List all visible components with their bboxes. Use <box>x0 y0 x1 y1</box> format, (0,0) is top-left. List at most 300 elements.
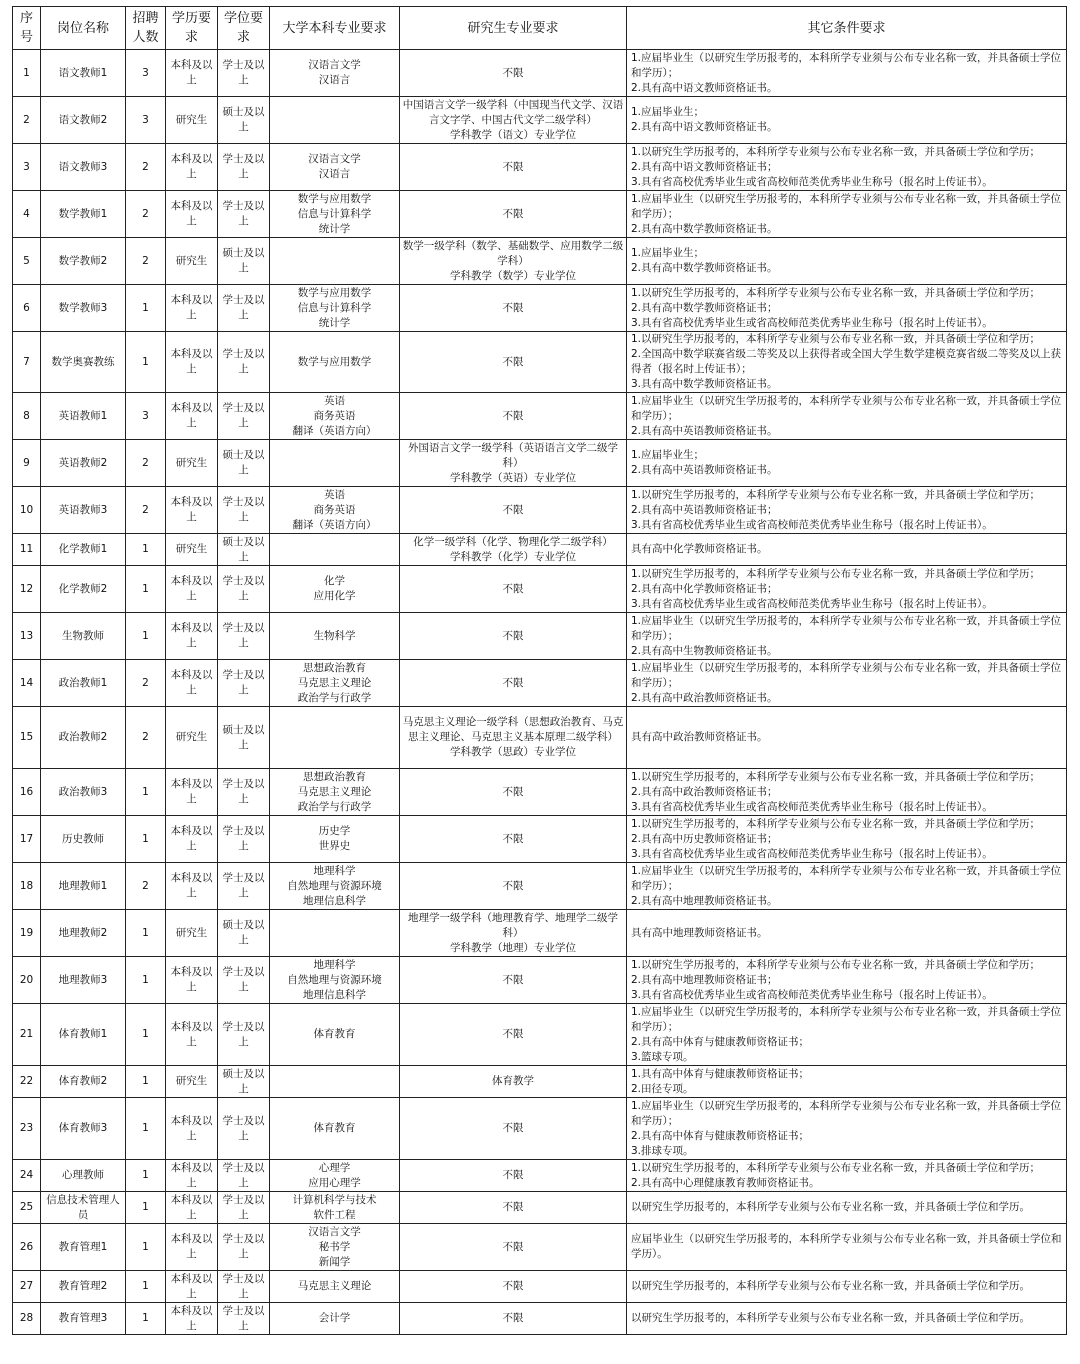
major-line: 自然地理与资源环境 <box>287 879 382 892</box>
cell-other <box>627 613 1067 660</box>
cell-other <box>627 285 1067 332</box>
cell-post: 化学教师2 <box>41 566 126 613</box>
condition-line: 3.具有省高校优秀毕业生或省高校师范类优秀毕业生称号（报名时上传证书）。 <box>631 800 993 813</box>
header-edu: 学历要求 <box>166 7 218 50</box>
cell-post: 教育管理3 <box>41 1303 126 1335</box>
cell-count: 2 <box>126 238 166 285</box>
condition-line: 2.具有高中英语教师资格证书。 <box>631 464 778 476</box>
condition-line: 具有高中政治教师资格证书。 <box>631 731 768 743</box>
cell-pg-major <box>400 957 627 1004</box>
cell-degree: 学士及以上 <box>218 566 270 613</box>
cell-count: 2 <box>126 660 166 707</box>
condition-line: 1.以研究生学历报考的，本科所学专业须与公布专业名称一致，并具备硕士学位和学历； <box>631 145 1041 158</box>
cell-no: 8 <box>13 393 41 440</box>
cell-degree: 硕士及以上 <box>218 910 270 957</box>
cell-degree: 学士及以上 <box>218 1004 270 1066</box>
major-line: 不限 <box>502 1280 524 1292</box>
header-row <box>13 7 1067 50</box>
cell-no: 11 <box>13 534 41 566</box>
cell-no: 17 <box>13 816 41 863</box>
cell-ug-major <box>270 144 400 191</box>
cell-post: 语文教师1 <box>41 50 126 97</box>
cell-ug-major <box>270 1004 400 1066</box>
cell-count: 1 <box>126 1271 166 1303</box>
cell-ug-major <box>270 50 400 97</box>
cell-other <box>627 816 1067 863</box>
cell-pg-major <box>400 1098 627 1160</box>
condition-line: 3.具有省高校优秀毕业生或省高校师范类优秀毕业生称号（报名时上传证书）。 <box>631 847 993 860</box>
major-line: 马克思主义理论一级学科（思想政治教育、马克思主义理论、马克思主义基本原理二级学科） <box>402 716 624 743</box>
condition-line: 1.以研究生学历报考的，本科所学专业须与公布专业名称一致，并具备硕士学位和学历； <box>631 770 1041 783</box>
cell-degree: 硕士及以上 <box>218 534 270 566</box>
cell-ug-major <box>270 910 400 957</box>
cell-degree: 学士及以上 <box>218 660 270 707</box>
cell-count: 3 <box>126 393 166 440</box>
cell-no: 4 <box>13 191 41 238</box>
cell-post: 政治教师2 <box>41 707 126 769</box>
cell-degree: 学士及以上 <box>218 1271 270 1303</box>
cell-no: 6 <box>13 285 41 332</box>
cell-post: 地理教师1 <box>41 863 126 910</box>
major-line: 汉语言文学 <box>308 153 361 165</box>
cell-edu: 研究生 <box>166 910 218 957</box>
cell-ug-major <box>270 1066 400 1098</box>
cell-count: 2 <box>126 707 166 769</box>
cell-pg-major <box>400 285 627 332</box>
cell-edu: 本科及以上 <box>166 1192 218 1224</box>
cell-no: 12 <box>13 566 41 613</box>
major-line: 体育教育 <box>313 1122 356 1134</box>
cell-degree: 学士及以上 <box>218 191 270 238</box>
major-line: 汉语言文学 <box>308 1225 361 1238</box>
condition-line: 具有高中地理教师资格证书。 <box>631 926 768 939</box>
cell-degree: 学士及以上 <box>218 1160 270 1192</box>
cell-no: 1 <box>13 50 41 97</box>
table-row <box>13 97 1067 144</box>
condition-line: 1.以研究生学历报考的，本科所学专业须与公布专业名称一致，并具备硕士学位和学历； <box>631 333 1041 345</box>
major-line: 信息与计算科学 <box>297 301 372 314</box>
condition-line: 具有高中化学教师资格证书。 <box>631 543 768 555</box>
cell-other <box>627 566 1067 613</box>
cell-post: 体育教师1 <box>41 1004 126 1066</box>
cell-post: 政治教师1 <box>41 660 126 707</box>
condition-line: 1.应届毕业生（以研究生学历报考的，本科所学专业须与公布专业名称一致，并具备硕士学位和学历）； <box>631 192 1062 220</box>
condition-line: 1.应届毕业生（以研究生学历报考的，本科所学专业须与公布专业名称一致，并具备硕士学位和学历）； <box>631 394 1062 422</box>
table-row <box>13 1192 1067 1224</box>
condition-line: 2.田径专项。 <box>631 1082 694 1095</box>
condition-line: 1.应届毕业生（以研究生学历报考的，本科所学专业须与公布专业名称一致，并具备硕士学位和学历）； <box>631 661 1062 689</box>
major-line: 心理学 <box>318 1161 351 1174</box>
major-line: 历史学 <box>318 825 351 837</box>
cell-other <box>627 1224 1067 1271</box>
major-line: 化学一级学科（化学、物理化学二级学科） <box>413 535 613 548</box>
condition-line: 1.应届毕业生； <box>631 449 705 461</box>
cell-edu: 本科及以上 <box>166 566 218 613</box>
major-line: 翻译（英语方向） <box>292 518 377 531</box>
cell-no: 18 <box>13 863 41 910</box>
table-row <box>13 238 1067 285</box>
table-row <box>13 816 1067 863</box>
cell-edu: 本科及以上 <box>166 957 218 1004</box>
condition-line: 2.具有高中数学教师资格证书； <box>631 301 778 314</box>
cell-pg-major <box>400 1224 627 1271</box>
major-line: 外国语言文学一级学科（英语语言文学二级学科） <box>408 441 618 469</box>
cell-other <box>627 769 1067 816</box>
cell-post: 数学教师2 <box>41 238 126 285</box>
condition-line: 以研究生学历报考的，本科所学专业须与公布专业名称一致，并具备硕士学位和学历。 <box>631 1280 1030 1292</box>
cell-degree: 学士及以上 <box>218 1098 270 1160</box>
cell-ug-major <box>270 1098 400 1160</box>
cell-edu: 研究生 <box>166 440 218 487</box>
cell-edu: 本科及以上 <box>166 332 218 393</box>
cell-other <box>627 50 1067 97</box>
condition-line: 1.以研究生学历报考的，本科所学专业须与公布专业名称一致，并具备硕士学位和学历； <box>631 1161 1041 1174</box>
cell-pg-major <box>400 816 627 863</box>
major-line: 汉语言文学 <box>308 59 361 71</box>
major-line: 学科教学（化学）专业学位 <box>450 550 576 563</box>
cell-pg-major <box>400 769 627 816</box>
cell-post: 体育教师3 <box>41 1098 126 1160</box>
cell-other <box>627 1160 1067 1192</box>
major-line: 软件工程 <box>313 1208 356 1221</box>
cell-no: 24 <box>13 1160 41 1192</box>
major-line: 信息与计算科学 <box>297 207 372 220</box>
condition-line: 2.具有高中化学教师资格证书； <box>631 582 778 595</box>
major-line: 不限 <box>502 1240 524 1253</box>
header-ug-major: 大学本科专业要求 <box>270 7 400 50</box>
cell-ug-major <box>270 1271 400 1303</box>
cell-count: 3 <box>126 97 166 144</box>
cell-edu: 本科及以上 <box>166 863 218 910</box>
cell-post: 信息技术管理人员 <box>41 1192 126 1224</box>
cell-degree: 学士及以上 <box>218 769 270 816</box>
condition-line: 1.以研究生学历报考的，本科所学专业须与公布专业名称一致，并具备硕士学位和学历； <box>631 286 1041 299</box>
cell-pg-major <box>400 1160 627 1192</box>
cell-post: 英语教师3 <box>41 487 126 534</box>
cell-count: 1 <box>126 1224 166 1271</box>
condition-line: 2.具有高中体育与健康教师资格证书； <box>631 1035 810 1048</box>
condition-line: 1.应届毕业生（以研究生学历报考的，本科所学专业须与公布专业名称一致，并具备硕士学位和学历）； <box>631 51 1062 79</box>
major-line: 秘书学 <box>318 1240 351 1253</box>
major-line: 政治学与行政学 <box>297 691 372 704</box>
condition-line: 2.具有高中数学教师资格证书。 <box>631 222 778 235</box>
table-row <box>13 487 1067 534</box>
cell-ug-major <box>270 1160 400 1192</box>
cell-degree: 硕士及以上 <box>218 97 270 144</box>
major-line: 思想政治教育 <box>303 770 366 783</box>
condition-line: 1.应届毕业生（以研究生学历报考的，本科所学专业须与公布专业名称一致，并具备硕士学位和学历）； <box>631 1005 1062 1033</box>
cell-no: 19 <box>13 910 41 957</box>
cell-edu: 研究生 <box>166 97 218 144</box>
cell-other <box>627 144 1067 191</box>
condition-line: 1.以研究生学历报考的，本科所学专业须与公布专业名称一致，并具备硕士学位和学历； <box>631 567 1041 580</box>
cell-edu: 本科及以上 <box>166 1224 218 1271</box>
table-row <box>13 534 1067 566</box>
table-row <box>13 285 1067 332</box>
cell-ug-major <box>270 332 400 393</box>
cell-edu: 研究生 <box>166 707 218 769</box>
major-line: 世界史 <box>318 840 351 852</box>
major-line: 政治学与行政学 <box>297 800 372 813</box>
major-line: 不限 <box>502 973 524 986</box>
cell-ug-major <box>270 487 400 534</box>
table-row <box>13 863 1067 910</box>
major-line: 自然地理与资源环境 <box>287 973 382 986</box>
cell-degree: 学士及以上 <box>218 285 270 332</box>
cell-edu: 本科及以上 <box>166 191 218 238</box>
header-no: 序号 <box>13 7 41 50</box>
cell-degree: 学士及以上 <box>218 1224 270 1271</box>
cell-count: 1 <box>126 816 166 863</box>
cell-no: 7 <box>13 332 41 393</box>
cell-pg-major <box>400 613 627 660</box>
cell-count: 3 <box>126 50 166 97</box>
cell-no: 27 <box>13 1271 41 1303</box>
cell-post: 心理教师 <box>41 1160 126 1192</box>
cell-pg-major <box>400 191 627 238</box>
cell-degree: 学士及以上 <box>218 613 270 660</box>
cell-other <box>627 707 1067 769</box>
condition-line: 2.具有高中政治教师资格证书。 <box>631 691 778 704</box>
major-line: 不限 <box>502 582 524 595</box>
table-row <box>13 660 1067 707</box>
cell-no: 26 <box>13 1224 41 1271</box>
major-line: 思想政治教育 <box>303 661 366 674</box>
cell-edu: 本科及以上 <box>166 1160 218 1192</box>
cell-edu: 本科及以上 <box>166 1303 218 1335</box>
cell-edu: 本科及以上 <box>166 769 218 816</box>
cell-post: 教育管理2 <box>41 1271 126 1303</box>
cell-pg-major <box>400 910 627 957</box>
cell-count: 1 <box>126 1160 166 1192</box>
cell-count: 1 <box>126 1004 166 1066</box>
major-line: 不限 <box>502 676 524 689</box>
condition-line: 2.具有高中数学教师资格证书。 <box>631 262 778 274</box>
cell-other <box>627 332 1067 393</box>
major-line: 不限 <box>502 66 524 79</box>
cell-count: 2 <box>126 487 166 534</box>
cell-other <box>627 957 1067 1004</box>
cell-no: 20 <box>13 957 41 1004</box>
cell-post: 地理教师2 <box>41 910 126 957</box>
major-line: 学科教学（英语）专业学位 <box>450 471 576 484</box>
cell-ug-major <box>270 97 400 144</box>
major-line: 数学与应用数学 <box>297 355 372 368</box>
table-row <box>13 50 1067 97</box>
cell-ug-major <box>270 769 400 816</box>
cell-degree: 学士及以上 <box>218 487 270 534</box>
cell-count: 1 <box>126 332 166 393</box>
cell-post: 数学奥赛教练 <box>41 332 126 393</box>
cell-other <box>627 534 1067 566</box>
cell-ug-major <box>270 660 400 707</box>
cell-no: 22 <box>13 1066 41 1098</box>
cell-degree: 学士及以上 <box>218 393 270 440</box>
cell-count: 1 <box>126 1303 166 1335</box>
major-line: 会计学 <box>318 1312 351 1324</box>
cell-count: 2 <box>126 144 166 191</box>
cell-no: 28 <box>13 1303 41 1335</box>
major-line: 中国语言文学一级学科（中国现当代文学、汉语言文字学、中国古代文学二级学科） <box>402 98 624 126</box>
cell-edu: 研究生 <box>166 1066 218 1098</box>
table-row <box>13 1004 1067 1066</box>
cell-post: 教育管理1 <box>41 1224 126 1271</box>
major-line: 不限 <box>502 629 524 642</box>
condition-line: 2.具有高中英语教师资格证书。 <box>631 424 778 437</box>
major-line: 学科教学（数学）专业学位 <box>450 269 576 282</box>
cell-pg-major <box>400 393 627 440</box>
cell-no: 16 <box>13 769 41 816</box>
cell-pg-major <box>400 1271 627 1303</box>
table-row <box>13 332 1067 393</box>
major-line: 商务英语 <box>313 503 356 516</box>
table-row <box>13 1271 1067 1303</box>
major-line: 计算机科学与技术 <box>292 1193 377 1206</box>
cell-other <box>627 440 1067 487</box>
major-line: 英语 <box>324 488 345 501</box>
cell-degree: 学士及以上 <box>218 50 270 97</box>
cell-pg-major <box>400 50 627 97</box>
major-line: 汉语言 <box>318 168 351 180</box>
cell-degree: 硕士及以上 <box>218 440 270 487</box>
major-line: 地理科学 <box>313 958 356 971</box>
cell-pg-major <box>400 863 627 910</box>
major-line: 统计学 <box>318 222 351 235</box>
cell-other <box>627 1066 1067 1098</box>
cell-post: 体育教师2 <box>41 1066 126 1098</box>
table-row <box>13 144 1067 191</box>
cell-no: 25 <box>13 1192 41 1224</box>
major-line: 地理信息科学 <box>303 988 366 1001</box>
cell-edu: 本科及以上 <box>166 285 218 332</box>
condition-line: 3.篮球专项。 <box>631 1050 694 1063</box>
major-line: 不限 <box>502 1312 524 1324</box>
condition-line: 1.以研究生学历报考的，本科所学专业须与公布专业名称一致，并具备硕士学位和学历； <box>631 958 1041 971</box>
cell-count: 1 <box>126 613 166 660</box>
condition-line: 2.具有高中英语教师资格证书； <box>631 503 778 516</box>
cell-post: 政治教师3 <box>41 769 126 816</box>
cell-ug-major <box>270 285 400 332</box>
condition-line: 2.具有高中生物教师资格证书。 <box>631 644 778 657</box>
cell-post: 语文教师2 <box>41 97 126 144</box>
table-row <box>13 707 1067 769</box>
cell-other <box>627 97 1067 144</box>
cell-pg-major <box>400 660 627 707</box>
cell-ug-major <box>270 1224 400 1271</box>
major-line: 马克思主义理论 <box>297 676 372 689</box>
cell-count: 1 <box>126 1192 166 1224</box>
major-line: 不限 <box>502 832 524 845</box>
condition-line: 2.具有高中心理健康教育教师资格证书。 <box>631 1176 820 1189</box>
major-line: 地理科学 <box>313 864 356 877</box>
cell-edu: 本科及以上 <box>166 1098 218 1160</box>
condition-line: 2.具有高中语文教师资格证书； <box>631 160 778 173</box>
condition-line: 3.具有高中数学教师资格证书。 <box>631 378 778 390</box>
major-line: 马克思主义理论 <box>297 1280 372 1292</box>
header-count: 招聘人数 <box>126 7 166 50</box>
cell-other <box>627 1303 1067 1335</box>
cell-post: 英语教师1 <box>41 393 126 440</box>
cell-degree: 学士及以上 <box>218 1303 270 1335</box>
major-line: 体育教育 <box>313 1028 356 1040</box>
condition-line: 3.具有省高校优秀毕业生或省高校师范类优秀毕业生称号（报名时上传证书）。 <box>631 175 993 188</box>
cell-post: 地理教师3 <box>41 957 126 1004</box>
major-line: 应用化学 <box>313 590 356 602</box>
cell-pg-major <box>400 566 627 613</box>
cell-count: 2 <box>126 863 166 910</box>
cell-degree: 硕士及以上 <box>218 1066 270 1098</box>
major-line: 学科教学（地理）专业学位 <box>450 941 576 954</box>
condition-line: 应届毕业生（以研究生学历报考的，本科所学专业须与公布专业名称一致，并具备硕士学位和学历）。 <box>631 1233 1062 1260</box>
condition-line: 1.以研究生学历报考的，本科所学专业须与公布专业名称一致，并具备硕士学位和学历； <box>631 817 1041 830</box>
table-row <box>13 957 1067 1004</box>
major-line: 翻译（英语方向） <box>292 424 377 437</box>
condition-line: 以研究生学历报考的，本科所学专业须与公布专业名称一致，并具备硕士学位和学历。 <box>631 1201 1030 1213</box>
cell-count: 1 <box>126 910 166 957</box>
cell-degree: 学士及以上 <box>218 863 270 910</box>
cell-edu: 本科及以上 <box>166 1271 218 1303</box>
cell-ug-major <box>270 440 400 487</box>
cell-pg-major <box>400 534 627 566</box>
major-line: 不限 <box>502 301 524 314</box>
cell-no: 21 <box>13 1004 41 1066</box>
cell-no: 15 <box>13 707 41 769</box>
condition-line: 3.具有省高校优秀毕业生或省高校师范类优秀毕业生称号（报名时上传证书）。 <box>631 988 993 1001</box>
cell-edu: 本科及以上 <box>166 487 218 534</box>
cell-no: 14 <box>13 660 41 707</box>
cell-pg-major <box>400 332 627 393</box>
major-line: 学科教学（思政）专业学位 <box>450 746 576 758</box>
major-line: 地理信息科学 <box>303 894 366 907</box>
major-line: 统计学 <box>318 316 351 329</box>
cell-degree: 学士及以上 <box>218 957 270 1004</box>
table-row <box>13 1303 1067 1335</box>
cell-other <box>627 1192 1067 1224</box>
cell-other <box>627 1271 1067 1303</box>
table-row <box>13 393 1067 440</box>
cell-count: 2 <box>126 191 166 238</box>
cell-other <box>627 863 1067 910</box>
cell-edu: 本科及以上 <box>166 1004 218 1066</box>
cell-no: 9 <box>13 440 41 487</box>
major-line: 不限 <box>502 1028 524 1040</box>
major-line: 生物科学 <box>313 629 356 642</box>
cell-count: 1 <box>126 957 166 1004</box>
cell-count: 1 <box>126 1098 166 1160</box>
cell-post: 化学教师1 <box>41 534 126 566</box>
major-line: 英语 <box>324 394 345 407</box>
condition-line: 1.应届毕业生； <box>631 106 705 118</box>
condition-line: 1.应届毕业生（以研究生学历报考的，本科所学专业须与公布专业名称一致，并具备硕士学位和学历）； <box>631 864 1062 892</box>
condition-line: 2.全国高中数学联赛省级二等奖及以上获得者或全国大学生数学建模竞赛省级二等奖及以上获得者（报名时上传证书）； <box>631 348 1062 375</box>
table-row <box>13 191 1067 238</box>
major-line: 马克思主义理论 <box>297 785 372 798</box>
condition-line: 1.应届毕业生； <box>631 247 705 259</box>
cell-other <box>627 1004 1067 1066</box>
cell-other <box>627 487 1067 534</box>
recruitment-table-sheet <box>12 6 1066 1335</box>
cell-edu: 研究生 <box>166 534 218 566</box>
cell-ug-major <box>270 191 400 238</box>
major-line: 汉语言 <box>318 74 351 86</box>
major-line: 不限 <box>502 1122 524 1134</box>
table-row <box>13 566 1067 613</box>
major-line: 数学与应用数学 <box>297 192 372 205</box>
cell-count: 1 <box>126 285 166 332</box>
condition-line: 3.具有省高校优秀毕业生或省高校师范类优秀毕业生称号（报名时上传证书）。 <box>631 597 993 610</box>
cell-post: 数学教师1 <box>41 191 126 238</box>
table-row <box>13 1066 1067 1098</box>
